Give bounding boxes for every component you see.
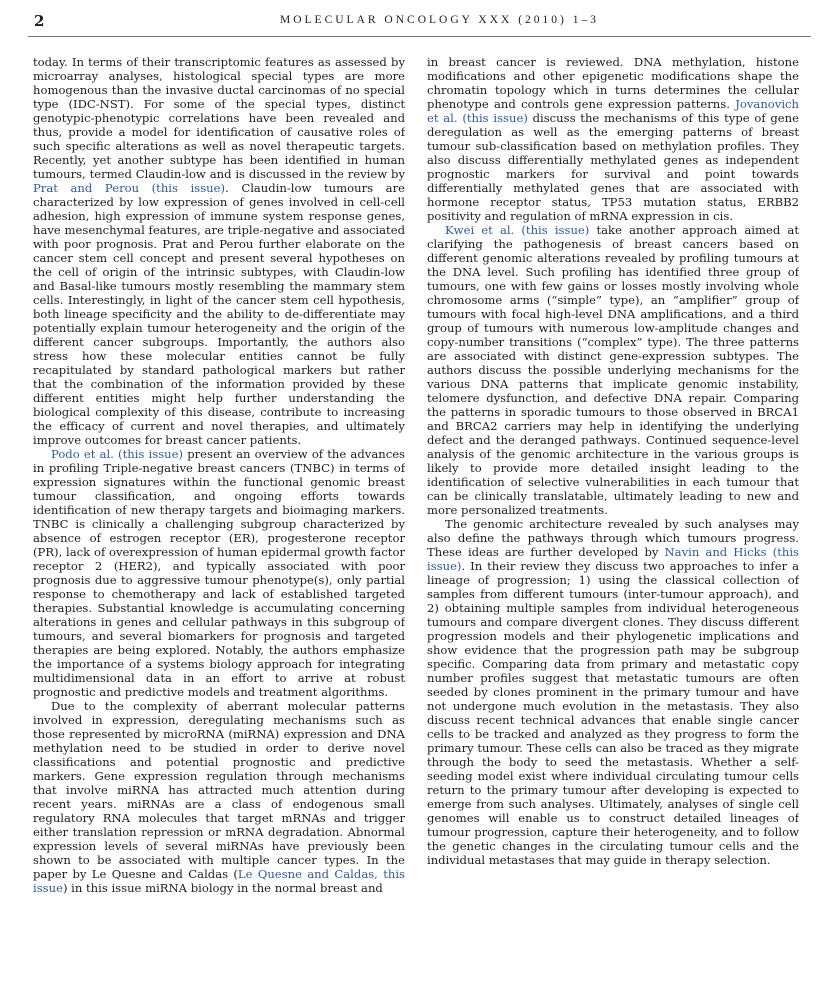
paragraph-text: . In their review they discuss two approaches to infer a lineage of progression; 1) using the classical collection of samples from different tumours (inter-tumour approach), and 2) obtaining multiple samples from individual heterogeneous tumours and compare divergent clones. They discuss different progression models and their phylogenetic implications and show evidence that the progression path may be subgroup specific. Comparing data from primary and metastatic copy number profiles suggest that metastatic tumours are often seeded by clones prominent in the primary tumour and have not undergone much evolution in the metastasis. They also discuss recent technical advances that enable single cancer cells to be tracked and analyzed as they progress to form the primary tumour. These cells can also be traced as they migrate through the body to seed the metastasis. Whether a self-seeding model exist where individual circulating tumour cells return to the primary tumour after developing is expected to emerge from such analyses. Ultimately, analyses of single cell genomes will enable us to construct detailed lineages of tumour progression, capture their heterogeneity, and to follow the genetic changes in the circulating tumour cells and the individual metastases that may guide in therapy selection.	[427, 559, 799, 867]
paragraph-text: ) in this issue miRNA biology in the normal breast and	[62, 881, 383, 895]
paragraph	[427, 223, 799, 517]
paragraph-text: discuss the mechanisms of this type of gene deregulation as well as the emerging patterns of breast tumour sub-classification based on methylation profiles. They also discuss differentially methylated genes as independent prognostic markers for survival and point towards differentially methylated genes that are associated with hormone receptor status, TP53 mutation status, ERBB2 positivity and regulation of mRNA expression in cis.	[427, 111, 799, 223]
citation-link[interactable]: Le Quesne and Caldas, this issue	[33, 867, 405, 895]
paragraph-text: . Claudin-low tumours are characterized by low expression of genes involved in cell-cell adhesion, high expression of immune system response genes, have mesenchymal features, are triple-negative and associated with poor prognosis. Prat and Perou further elaborate on the cancer stem cell concept and present several hypotheses on the cell of origin of the intrinsic subtypes, with Claudin-low and Basal-like tumours mostly resembling the mammary stem cells. Interestingly, in light of the cancer stem cell hypothesis, both lineage specificity and the ability to de-differentiate may potentially explain tumour heterogeneity and the origin of the different cancer subgroups. Importantly, the authors also stress how these molecular entities cannot be fully recapitulated by standard pathological markers but rather that the combination of the information provided by these different entities might help further understanding the biological complexity of this disease, contribute to increasing the efficacy of current and novel therapies, and ultimately improve outcomes for breast cancer patients.	[33, 181, 405, 447]
paragraph	[427, 517, 799, 867]
page-number: 2	[34, 12, 45, 30]
left-column	[33, 55, 405, 995]
paragraph-text: take another approach aimed at clarifying the pathogenesis of breast cancers based on different genomic alterations revealed by profiling tumours at the DNA level. Such profiling has identified three group of tumours, one with few gains or losses mostly involving whole chromosome arms (“simple” type), an “amplifier” group of tumours with focal high-level DNA amplifications, and a third group of tumours with numerous low-amplitude changes and copy-number transitions (“complex” type). The three patterns are associated with distinct gene-expression subtypes. The authors discuss the possible underlying mechanisms for the various DNA patterns that implicate genomic instability, telomere dysfunction, and defective DNA repair. Comparing the patterns in sporadic tumours to those observed in BRCA1 and BRCA2 carriers may help in identifying the underlying defect and the deranged pathways. Continued sequence-level analysis of the genomic architecture in the various groups is likely to provide more detailed insight leading to the identification of selective vulnerabilities in each tumour that can be clinically translatable, ultimately leading to new and more personalized treatments.	[427, 223, 799, 517]
paragraph-text: The genomic architecture revealed by such analyses may also define the pathways through which tumours progress. These ideas are further developed by	[427, 517, 799, 559]
citation-link[interactable]: Podo et al. (this issue)	[51, 447, 184, 461]
header-rule	[28, 36, 811, 37]
paragraph	[427, 55, 799, 223]
paragraph	[33, 447, 405, 699]
citation-link[interactable]: Prat and Perou (this issue)	[33, 181, 226, 195]
paragraph	[33, 55, 405, 447]
paragraph	[33, 699, 405, 895]
citation-link[interactable]: Jovanovich et al. (this issue)	[427, 97, 799, 125]
paragraph-text: present an overview of the advances in profiling Triple-negative breast cancers (TNBC) in terms of expression signatures within the functional genomic breast tumour classification, and ongoing efforts towards identification of new therapy targets and bioimaging markers. TNBC is clinically a challenging subgroup characterized by absence of estrogen receptor (ER), progesterone receptor (PR), lack of overexpression of human epidermal growth factor receptor 2 (HER2), and typically associated with poor prognosis due to aggressive tumour phenotype(s), only partial response to chemotherapy and lack of established targeted therapies. Substantial knowledge is accumulating concerning alterations in genes and cellular pathways in this subgroup of tumours, and several biomarkers for prognosis and targeted therapies are being explored. Notably, the authors emphasize the importance of a systems biology approach for integrating multidimensional data in an effort to arrive at robust prognostic and predictive models and treatment algorithms.	[33, 447, 405, 699]
running-head: MOLECULAR ONCOLOGY XXX (2010) 1–3	[280, 14, 599, 26]
citation-link[interactable]: Navin and Hicks (this issue)	[427, 545, 799, 573]
citation-link[interactable]: Kwei et al. (this issue)	[445, 223, 590, 237]
paragraph-text: in breast cancer is reviewed. DNA methylation, histone modifications and other epigenetic modifications shape the chromatin topology which in turns determines the cellular phenotype and controls gene expression patterns.	[427, 55, 799, 111]
right-column	[427, 55, 799, 995]
paragraph-text: Due to the complexity of aberrant molecular patterns involved in expression, deregulating mechanisms such as those represented by microRNA (miRNA) expression and DNA methylation need to be studied in order to derive novel classifications and potential prognostic and predictive markers. Gene expression regulation through mechanisms that involve miRNA has attracted much attention during recent years. miRNAs are a class of endogenous small regulatory RNA molecules that target mRNAs and trigger either translation repression or mRNA degradation. Abnormal expression levels of several miRNAs have previously been shown to be associated with multiple cancer types. In the paper by Le Quesne and Caldas (	[33, 699, 405, 881]
paragraph-text: today. In terms of their transcriptomic features as assessed by microarray analyses, histological special types are more homogenous than the invasive ductal carcinomas of no special type (IDC-NST). For some of the special types, distinct genotypic-phenotypic correlations have been revealed and thus, provide a model for identification of causative roles of such specific alterations as well as novel therapeutic targets. Recently, yet another subtype has been identified in human tumours, termed Claudin-low and is discussed in the review by	[33, 55, 405, 181]
